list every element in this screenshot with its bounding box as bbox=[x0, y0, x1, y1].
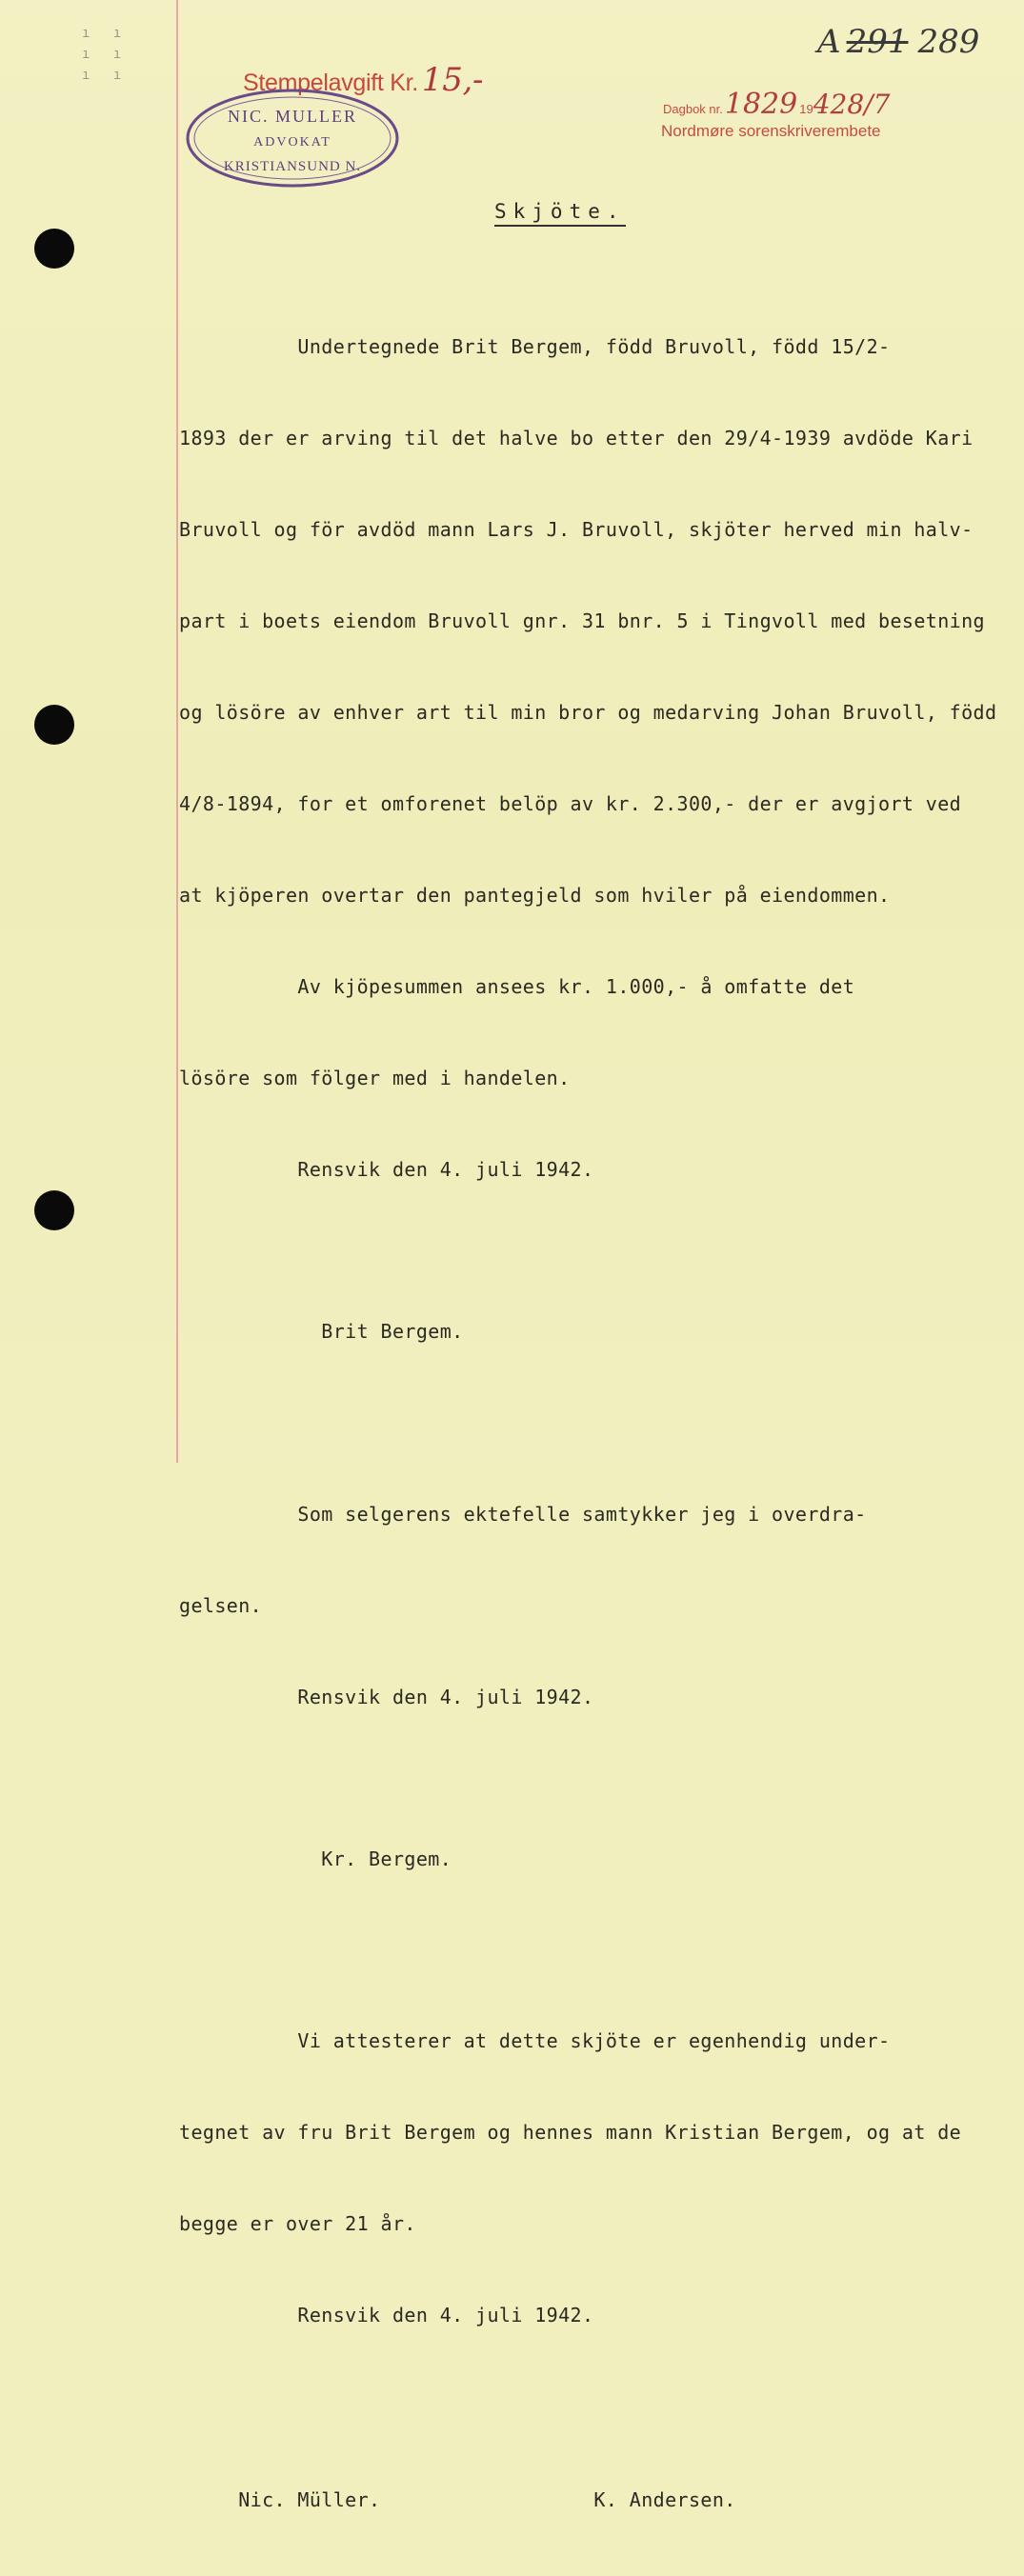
body-line: 4/8-1894, for et omforenet belöp av kr. 2.300,- der er avgjort ved bbox=[179, 792, 962, 815]
folio-struck: 291 bbox=[846, 23, 909, 61]
spacer bbox=[179, 1935, 1013, 1965]
spacer bbox=[179, 1408, 1013, 1438]
folio-new: 289 bbox=[917, 23, 980, 61]
spacer bbox=[179, 2391, 1013, 2424]
punch-hole bbox=[34, 229, 74, 269]
punch-hole bbox=[34, 705, 74, 745]
document-title: Skjöte. bbox=[494, 200, 626, 227]
body-line: og lösöre av enhver art til min bror og medarving Johan Bruvoll, född bbox=[179, 701, 997, 724]
body-line: at kjöperen overtar den pantegjeld som hviler på eiendommen. bbox=[179, 884, 891, 907]
body-line: part i boets eiendom Bruvoll gnr. 31 bnr. 5 i Tingvoll med besetning bbox=[179, 609, 985, 632]
svg-text:NIC. MULLER: NIC. MULLER bbox=[228, 107, 357, 126]
spacer bbox=[179, 1773, 1013, 1783]
body-line: Bruvoll og för avdöd mann Lars J. Bruvoll, skjöter herved min halv- bbox=[179, 518, 974, 541]
signature-line: Kr. Bergem. bbox=[179, 1847, 452, 1870]
journal-year: 42 bbox=[813, 89, 848, 120]
court-office: Nordmøre sorenskriverembete bbox=[661, 122, 881, 140]
body-line: gelsen. bbox=[179, 1594, 263, 1617]
body-line: Av kjöpesummen ansees kr. 1.000,- å omfatte det bbox=[179, 975, 855, 998]
body-line: 1893 der er arving til det halve bo etter den 29/4-1939 avdöde Kari bbox=[179, 427, 974, 449]
journal-year-prefix: 19 bbox=[799, 102, 813, 116]
document-body bbox=[179, 270, 1013, 2576]
journal-stamp bbox=[663, 88, 890, 121]
body-line: Undertegnede Brit Bergem, född Bruvoll, född 15/2- bbox=[179, 335, 891, 358]
body-line: lösöre som fölger med i handelen. bbox=[179, 1067, 571, 1089]
margin-rule bbox=[176, 0, 178, 1463]
punch-hole bbox=[34, 1190, 74, 1230]
spacer bbox=[179, 1246, 1013, 1255]
body-line: Rensvik den 4. juli 1942. bbox=[179, 1158, 594, 1181]
signature-line: Brit Bergem. bbox=[179, 1320, 464, 1343]
folio-prefix: A bbox=[817, 23, 841, 61]
body-line: Som selgerens ektefelle samtykker jeg i overdra- bbox=[179, 1503, 867, 1526]
stamp-fee-label: Stempelavgift Kr. bbox=[243, 70, 418, 96]
body-line: Rensvik den 4. juli 1942. bbox=[179, 2304, 594, 2326]
svg-text:ADVOKAT: ADVOKAT bbox=[253, 135, 331, 150]
journal-number: 1829 bbox=[724, 88, 798, 121]
svg-text:KRISTIANSUND N.: KRISTIANSUND N. bbox=[223, 159, 362, 174]
journal-date: 8/7 bbox=[847, 89, 891, 120]
lawyer-seal-stamp bbox=[184, 86, 401, 190]
body-line: begge er over 21 år. bbox=[179, 2212, 416, 2235]
stamp-fee-value: 15,- bbox=[421, 61, 484, 99]
body-line: tegnet av fru Brit Bergem og hennes mann Kristian Bergem, og at de bbox=[179, 2121, 962, 2144]
body-line: Rensvik den 4. juli 1942. bbox=[179, 1686, 594, 1708]
journal-label: Dagbok nr. bbox=[663, 102, 723, 116]
margin-ticks: ı ı ı ı ı ı bbox=[82, 26, 130, 83]
body-line: Vi attesterer at dette skjöte er egenhendig under- bbox=[179, 2029, 891, 2052]
witness-signatures: Nic. Müller. K. Andersen. bbox=[179, 2488, 736, 2511]
folio-number bbox=[817, 23, 979, 61]
